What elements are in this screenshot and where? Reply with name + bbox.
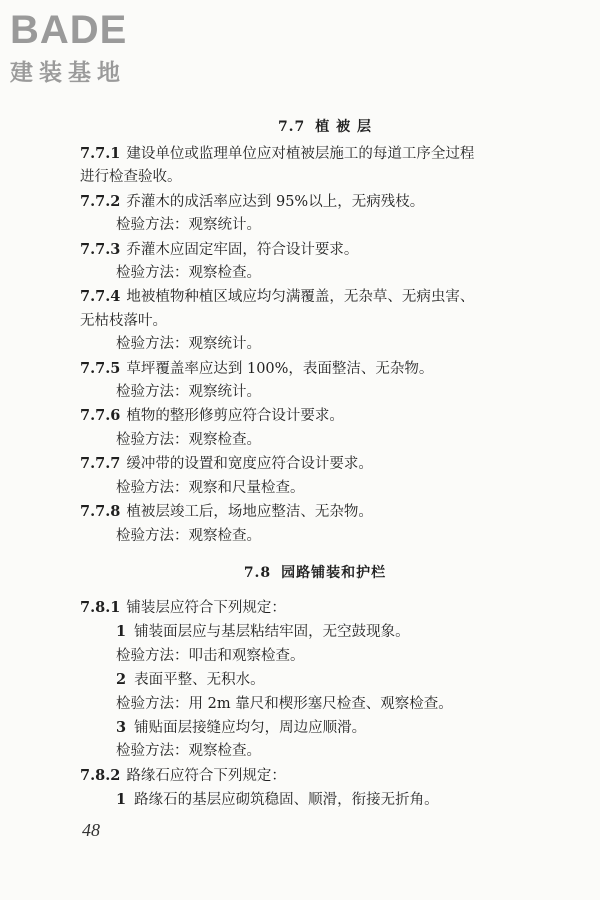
- sub-item-number: 2: [116, 671, 127, 689]
- inspection-method: 检验方法：观察检查。: [116, 265, 261, 282]
- clause-line: [80, 500, 550, 524]
- inspection-method: 检验方法：观察检查。: [116, 431, 261, 448]
- sub-item-text: 表面平整、无积水。: [134, 672, 265, 689]
- section-heading-7-8: [80, 558, 550, 588]
- clause-continuation: 进行检查验收。: [80, 169, 182, 186]
- clause-line: [80, 190, 550, 214]
- section-heading-7-7: [100, 112, 550, 142]
- clause-number: 7.7.7: [80, 455, 121, 473]
- section-title: 植 被 层: [315, 119, 373, 135]
- clause-line: [80, 238, 550, 262]
- inspection-method: 检验方法：观察检查。: [116, 527, 261, 544]
- clause-line: [80, 357, 550, 381]
- clause-number: 7.7.1: [80, 145, 121, 162]
- section-number: 7.8: [243, 564, 272, 581]
- clause-text: 植被层竣工后，场地应整洁、无杂物。: [126, 504, 373, 521]
- sub-item: [80, 668, 550, 692]
- sub-item-number: 1: [116, 791, 127, 809]
- sub-item: [80, 716, 550, 740]
- sub-item: [80, 620, 550, 644]
- clause-text: 缓冲带的设置和宽度应符合设计要求。: [126, 456, 373, 473]
- document-page: [80, 112, 550, 813]
- clause-text: 建设单位或监理单位应对植被层施工的每道工序全过程: [126, 146, 475, 162]
- sub-item-number: 1: [116, 623, 127, 641]
- inspection-method: 检验方法：观察统计。: [116, 336, 261, 353]
- clause-number: 7.8.1: [80, 598, 121, 616]
- sub-item-text: 路缘石的基层应砌筑稳固、顺滑，衔接无折角。: [134, 792, 439, 809]
- clause-text: 铺装层应符合下列规定：: [126, 599, 286, 616]
- watermark: [10, 8, 180, 88]
- watermark-logo: BADE: [10, 8, 128, 52]
- inspection-method: 检验方法：观察检查。: [116, 743, 261, 760]
- clause-text: 植物的整形修剪应符合设计要求。: [126, 408, 344, 425]
- sub-item: [80, 788, 550, 812]
- clause-text: 乔灌木的成活率应达到 95%以上，无病残枝。: [126, 193, 425, 210]
- inspection-method: 检验方法：叩击和观察检查。: [116, 647, 305, 664]
- clause-line: [80, 404, 550, 428]
- clause-number: 7.7.2: [80, 192, 121, 210]
- clause-line: [80, 142, 550, 166]
- inspection-method: 检验方法：观察和尺量检查。: [116, 479, 305, 496]
- clause-line: [80, 764, 550, 788]
- inspection-method: 检验方法：观察统计。: [116, 217, 261, 234]
- clause-continuation: 无枯枝落叶。: [80, 312, 167, 329]
- clause-number: 7.7.6: [80, 407, 121, 425]
- clause-text: 乔灌木应固定牢固，符合设计要求。: [126, 241, 359, 258]
- watermark-tagline: 建装基地: [10, 60, 126, 86]
- clause-text: 地被植物种植区域应均匀满覆盖，无杂草、无病虫害、: [126, 289, 475, 306]
- sub-item-text: 铺装面层应与基层粘结牢固，无空鼓现象。: [134, 624, 410, 641]
- section-title: 园路铺装和护栏: [281, 564, 387, 581]
- clause-number: 7.7.3: [80, 240, 121, 258]
- clause-text: 路缘石应符合下列规定：: [126, 767, 286, 784]
- inspection-method: 检验方法：观察统计。: [116, 384, 261, 401]
- clause-line: [80, 452, 550, 476]
- sub-item-text: 铺贴面层接缝应均匀，周边应顺滑。: [134, 719, 367, 736]
- clause-number: 7.7.8: [80, 503, 121, 521]
- page-number: 48: [82, 820, 100, 840]
- clause-number: 7.8.2: [80, 766, 121, 784]
- sub-item-number: 3: [116, 718, 127, 736]
- clause-number: 7.7.4: [80, 288, 121, 306]
- clause-line: [80, 596, 550, 620]
- clause-text: 草坪覆盖率应达到 100%，表面整洁、无杂物。: [126, 360, 434, 377]
- clause-line: [80, 285, 550, 309]
- inspection-method: 检验方法：用 2m 靠尺和楔形塞尺检查、观察检查。: [116, 695, 453, 712]
- clause-number: 7.7.5: [80, 359, 121, 377]
- section-number: 7.7: [277, 119, 306, 135]
